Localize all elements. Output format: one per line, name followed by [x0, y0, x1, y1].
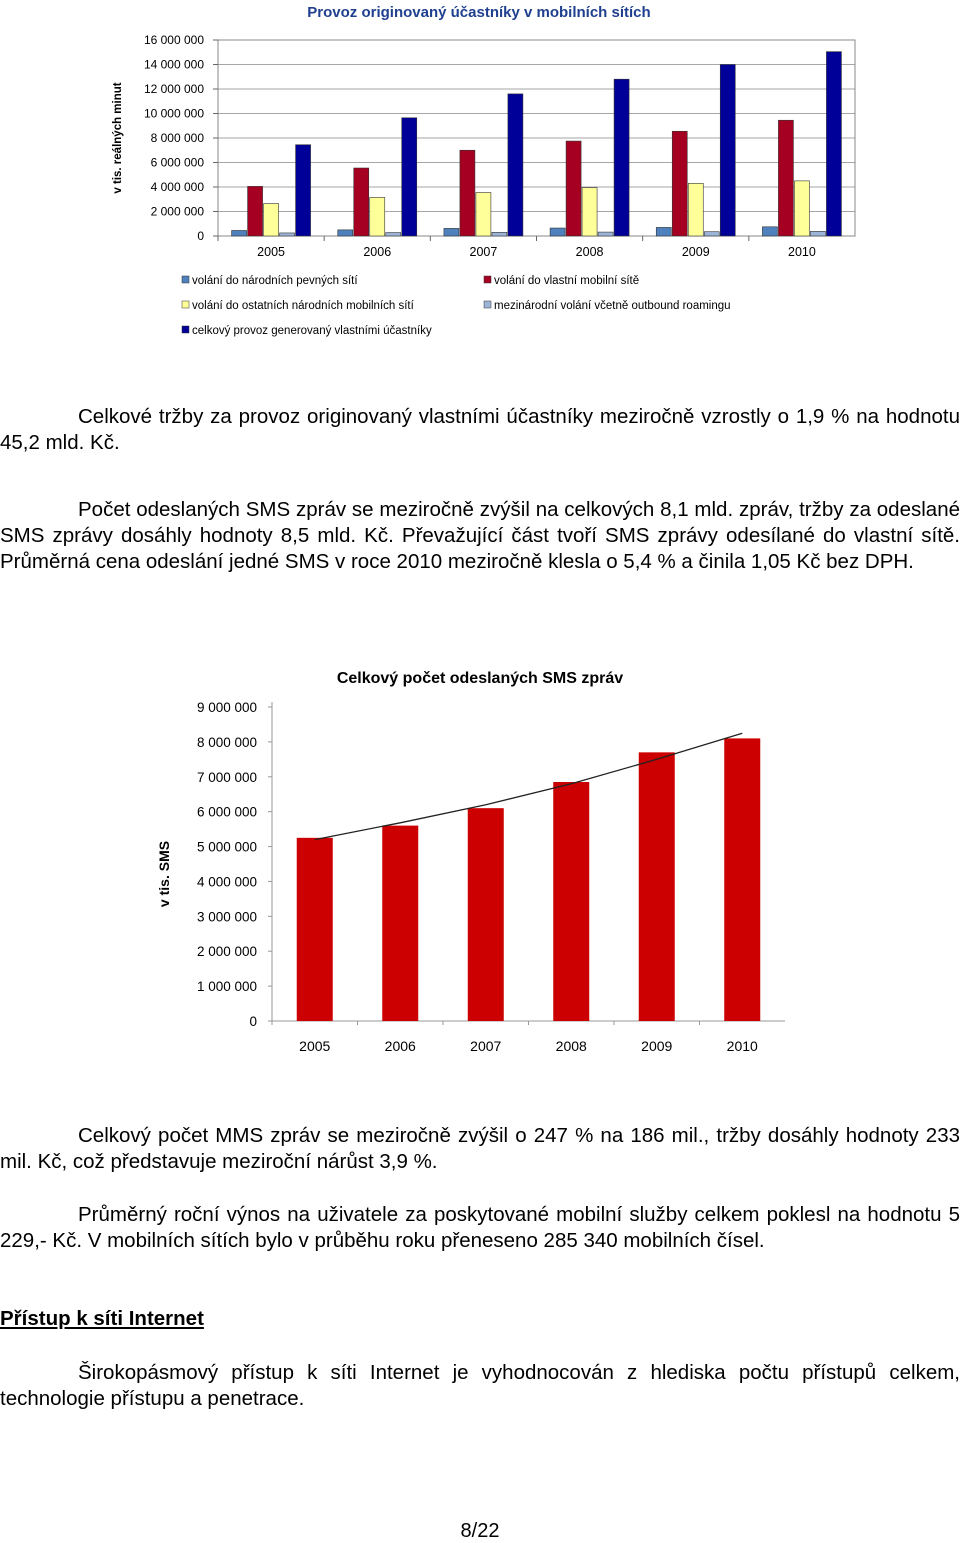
bar [672, 131, 687, 236]
y-axis-label: v tis. reálných minut [112, 82, 124, 194]
bar [280, 233, 295, 236]
y-tick-label: 6 000 000 [196, 804, 257, 820]
paragraph-broadband: Širokopásmový přístup k síti Internet je vyhodnocován z hlediska počtu přístupů celkem, technologie přístupu a penetrace. [0, 1361, 960, 1410]
bar [296, 145, 311, 236]
legend-label: volání do vlastní mobilní sítě [494, 275, 640, 287]
legend-swatch [484, 301, 491, 308]
y-tick-label: 8 000 000 [196, 734, 257, 750]
y-tick-label: 9 000 000 [196, 700, 257, 715]
bar [614, 79, 629, 236]
section-heading-internet: Přístup k síti Internet [0, 1307, 204, 1330]
x-tick-label: 2006 [384, 1038, 416, 1054]
bar [639, 752, 675, 1021]
x-tick-label: 2006 [363, 245, 392, 259]
bar [460, 150, 475, 236]
y-tick-label: 6 000 000 [150, 155, 204, 170]
bar [476, 193, 491, 236]
bar [382, 826, 418, 1021]
bar [550, 228, 565, 236]
x-tick-label: 2010 [726, 1038, 758, 1054]
legend-swatch [182, 276, 189, 283]
y-tick-label: 0 [197, 229, 204, 243]
legend-label: volání do ostatních národních mobilních sítí [192, 300, 414, 312]
chart-title: Celkový počet odeslaných SMS zpráv [336, 670, 624, 687]
bar [566, 141, 581, 236]
bar [468, 808, 504, 1021]
y-tick-label: 12 000 000 [143, 82, 204, 96]
bar [720, 65, 735, 237]
bar [232, 230, 247, 236]
sms-count-chart [150, 660, 810, 1060]
x-tick-label: 2009 [681, 245, 710, 259]
x-tick-label: 2008 [575, 245, 604, 259]
x-tick-label: 2007 [470, 1038, 502, 1054]
trend-line [315, 733, 743, 839]
bar [553, 782, 589, 1021]
bar [370, 197, 385, 236]
legend-swatch [182, 326, 189, 333]
bar [598, 232, 613, 236]
y-tick-label: 14 000 000 [143, 57, 204, 72]
x-tick-label: 2005 [299, 1038, 331, 1054]
bar [762, 227, 777, 236]
page-number: 8/22 [460, 1520, 500, 1542]
y-tick-label: 10 000 000 [143, 106, 204, 121]
y-tick-label: 4 000 000 [196, 874, 257, 890]
bar [248, 186, 263, 236]
y-tick-label: 0 [249, 1014, 257, 1029]
bar [297, 838, 333, 1021]
paragraph-sms: Počet odeslaných SMS zpráv se meziročně zvýšil na celkových 8,1 mld. zpráv, tržby za odeslané SMS zprávy dosáhly hodnoty 8,5 mld. Kč. Převažující část tvoří SMS zprávy odesílané do vlastní sítě. Průměrná cena odeslání jedné SMS v roce 2010 meziročně klesla o 5,4 % a činila 1,05 Kč bez DPH. [0, 498, 960, 573]
legend-label: mezinárodní volání včetně outbound roamingu [494, 300, 731, 312]
chart-title: Provoz originovaný účastníky v mobilních sítích [307, 4, 651, 21]
bar [492, 232, 507, 236]
bar [794, 181, 809, 236]
paragraph-arpu: Průměrný roční výnos na uživatele za poskytované mobilní služby celkem poklesl na hodnotu 5 229,- Kč. V mobilních sítích bylo v průběhu roku přeneseno 285 340 mobilních čísel. [0, 1203, 960, 1252]
y-tick-label: 3 000 000 [196, 909, 257, 925]
bar [810, 231, 825, 236]
y-tick-label: 5 000 000 [196, 839, 257, 855]
y-tick-label: 4 000 000 [150, 180, 204, 194]
x-tick-label: 2005 [257, 245, 285, 259]
legend-label: celkový provoz generovaný vlastními účastníky [192, 325, 432, 337]
bar [704, 232, 719, 236]
y-tick-label: 1 000 000 [196, 979, 257, 995]
bar [264, 204, 279, 236]
y-tick-label: 16 000 000 [143, 33, 204, 47]
bar [338, 230, 353, 236]
y-tick-label: 7 000 000 [196, 769, 257, 785]
paragraph-call-revenue: Celkové tržby za provoz originovaný vlastními účastníky meziročně vzrostly o 1,9 % na hodnotu 45,2 mld. Kč. [0, 405, 960, 454]
x-tick-label: 2010 [788, 245, 816, 259]
bar [778, 120, 793, 236]
y-axis-label: v tis. SMS [156, 840, 172, 908]
bar [402, 118, 417, 236]
bar [826, 52, 841, 236]
bar [582, 188, 597, 236]
bar [724, 738, 760, 1021]
bar [354, 168, 369, 236]
bar [508, 94, 523, 236]
y-tick-label: 8 000 000 [150, 131, 204, 145]
bar [444, 228, 459, 236]
call-traffic-chart [100, 0, 880, 350]
paragraph-mms: Celkový počet MMS zpráv se meziročně zvýšil o 247 % na 186 mil., tržby dosáhly hodnoty 233 mil. Kč, což představuje meziroční nárůst 3,9 %. [0, 1124, 960, 1173]
legend-label: volání do národních pevných sítí [192, 275, 358, 287]
y-tick-label: 2 000 000 [196, 944, 257, 960]
bar [688, 183, 703, 236]
x-tick-label: 2008 [555, 1038, 587, 1054]
bar [386, 233, 401, 236]
x-tick-label: 2009 [641, 1038, 673, 1054]
legend-swatch [484, 276, 491, 283]
bar [656, 227, 671, 236]
x-tick-label: 2007 [469, 245, 498, 259]
y-tick-label: 2 000 000 [150, 204, 204, 219]
legend-swatch [182, 301, 189, 308]
